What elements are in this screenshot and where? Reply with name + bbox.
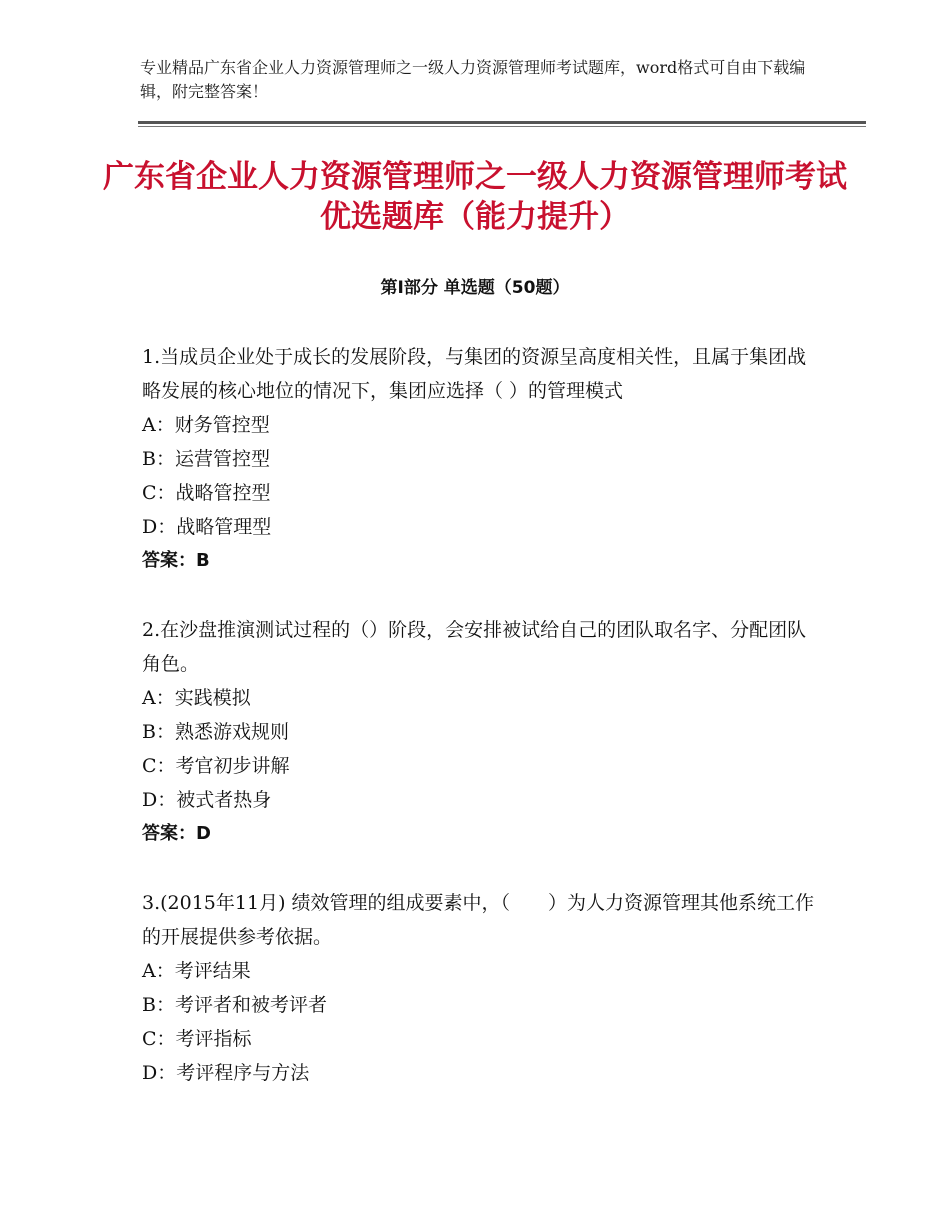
option-d: D：战略管理型 (142, 516, 272, 538)
header-divider-thick (138, 121, 866, 124)
answer-label: 答案：D (142, 823, 211, 844)
question-stem: 3.(2015年11月) 绩效管理的组成要素中，（ ）为人力资源管理其他系统工作的开展提供参考依据。 (142, 892, 815, 948)
option-d: D：考评程序与方法 (142, 1062, 310, 1084)
option-b: B：运营管控型 (142, 448, 270, 470)
option-a: A：财务管控型 (142, 414, 270, 436)
option-a: A：实践模拟 (142, 687, 251, 709)
question-stem: 2.在沙盘推演测试过程的（）阶段，会安排被试给自己的团队取名字、分配团队角色。 (142, 619, 807, 675)
header-note: 专业精品广东省企业人力资源管理师之一级人力资源管理师考试题库，word格式可自由下载编辑，附完整答案！ (140, 58, 806, 101)
question-1 (142, 340, 822, 578)
option-c: C：考官初步讲解 (142, 755, 290, 777)
question-2 (142, 613, 822, 851)
option-b: B：考评者和被考评者 (142, 994, 327, 1016)
header-divider-thin (138, 126, 866, 127)
option-c: C：战略管控型 (142, 482, 271, 504)
question-3 (142, 886, 822, 1090)
document-title: 广东省企业人力资源管理师之一级人力资源管理师考试优选题库（能力提升） (103, 159, 847, 235)
section-heading: 第Ⅰ部分 单选题（50题） (380, 278, 570, 298)
option-c: C：考评指标 (142, 1028, 252, 1050)
option-a: A：考评结果 (142, 960, 251, 982)
option-b: B：熟悉游戏规则 (142, 721, 289, 743)
option-d: D：被式者热身 (142, 789, 272, 811)
answer-label: 答案：B (142, 550, 210, 571)
question-stem: 1.当成员企业处于成长的发展阶段，与集团的资源呈高度相关性，且属于集团战略发展的核心地位的情况下，集团应选择（ ）的管理模式 (142, 346, 807, 402)
